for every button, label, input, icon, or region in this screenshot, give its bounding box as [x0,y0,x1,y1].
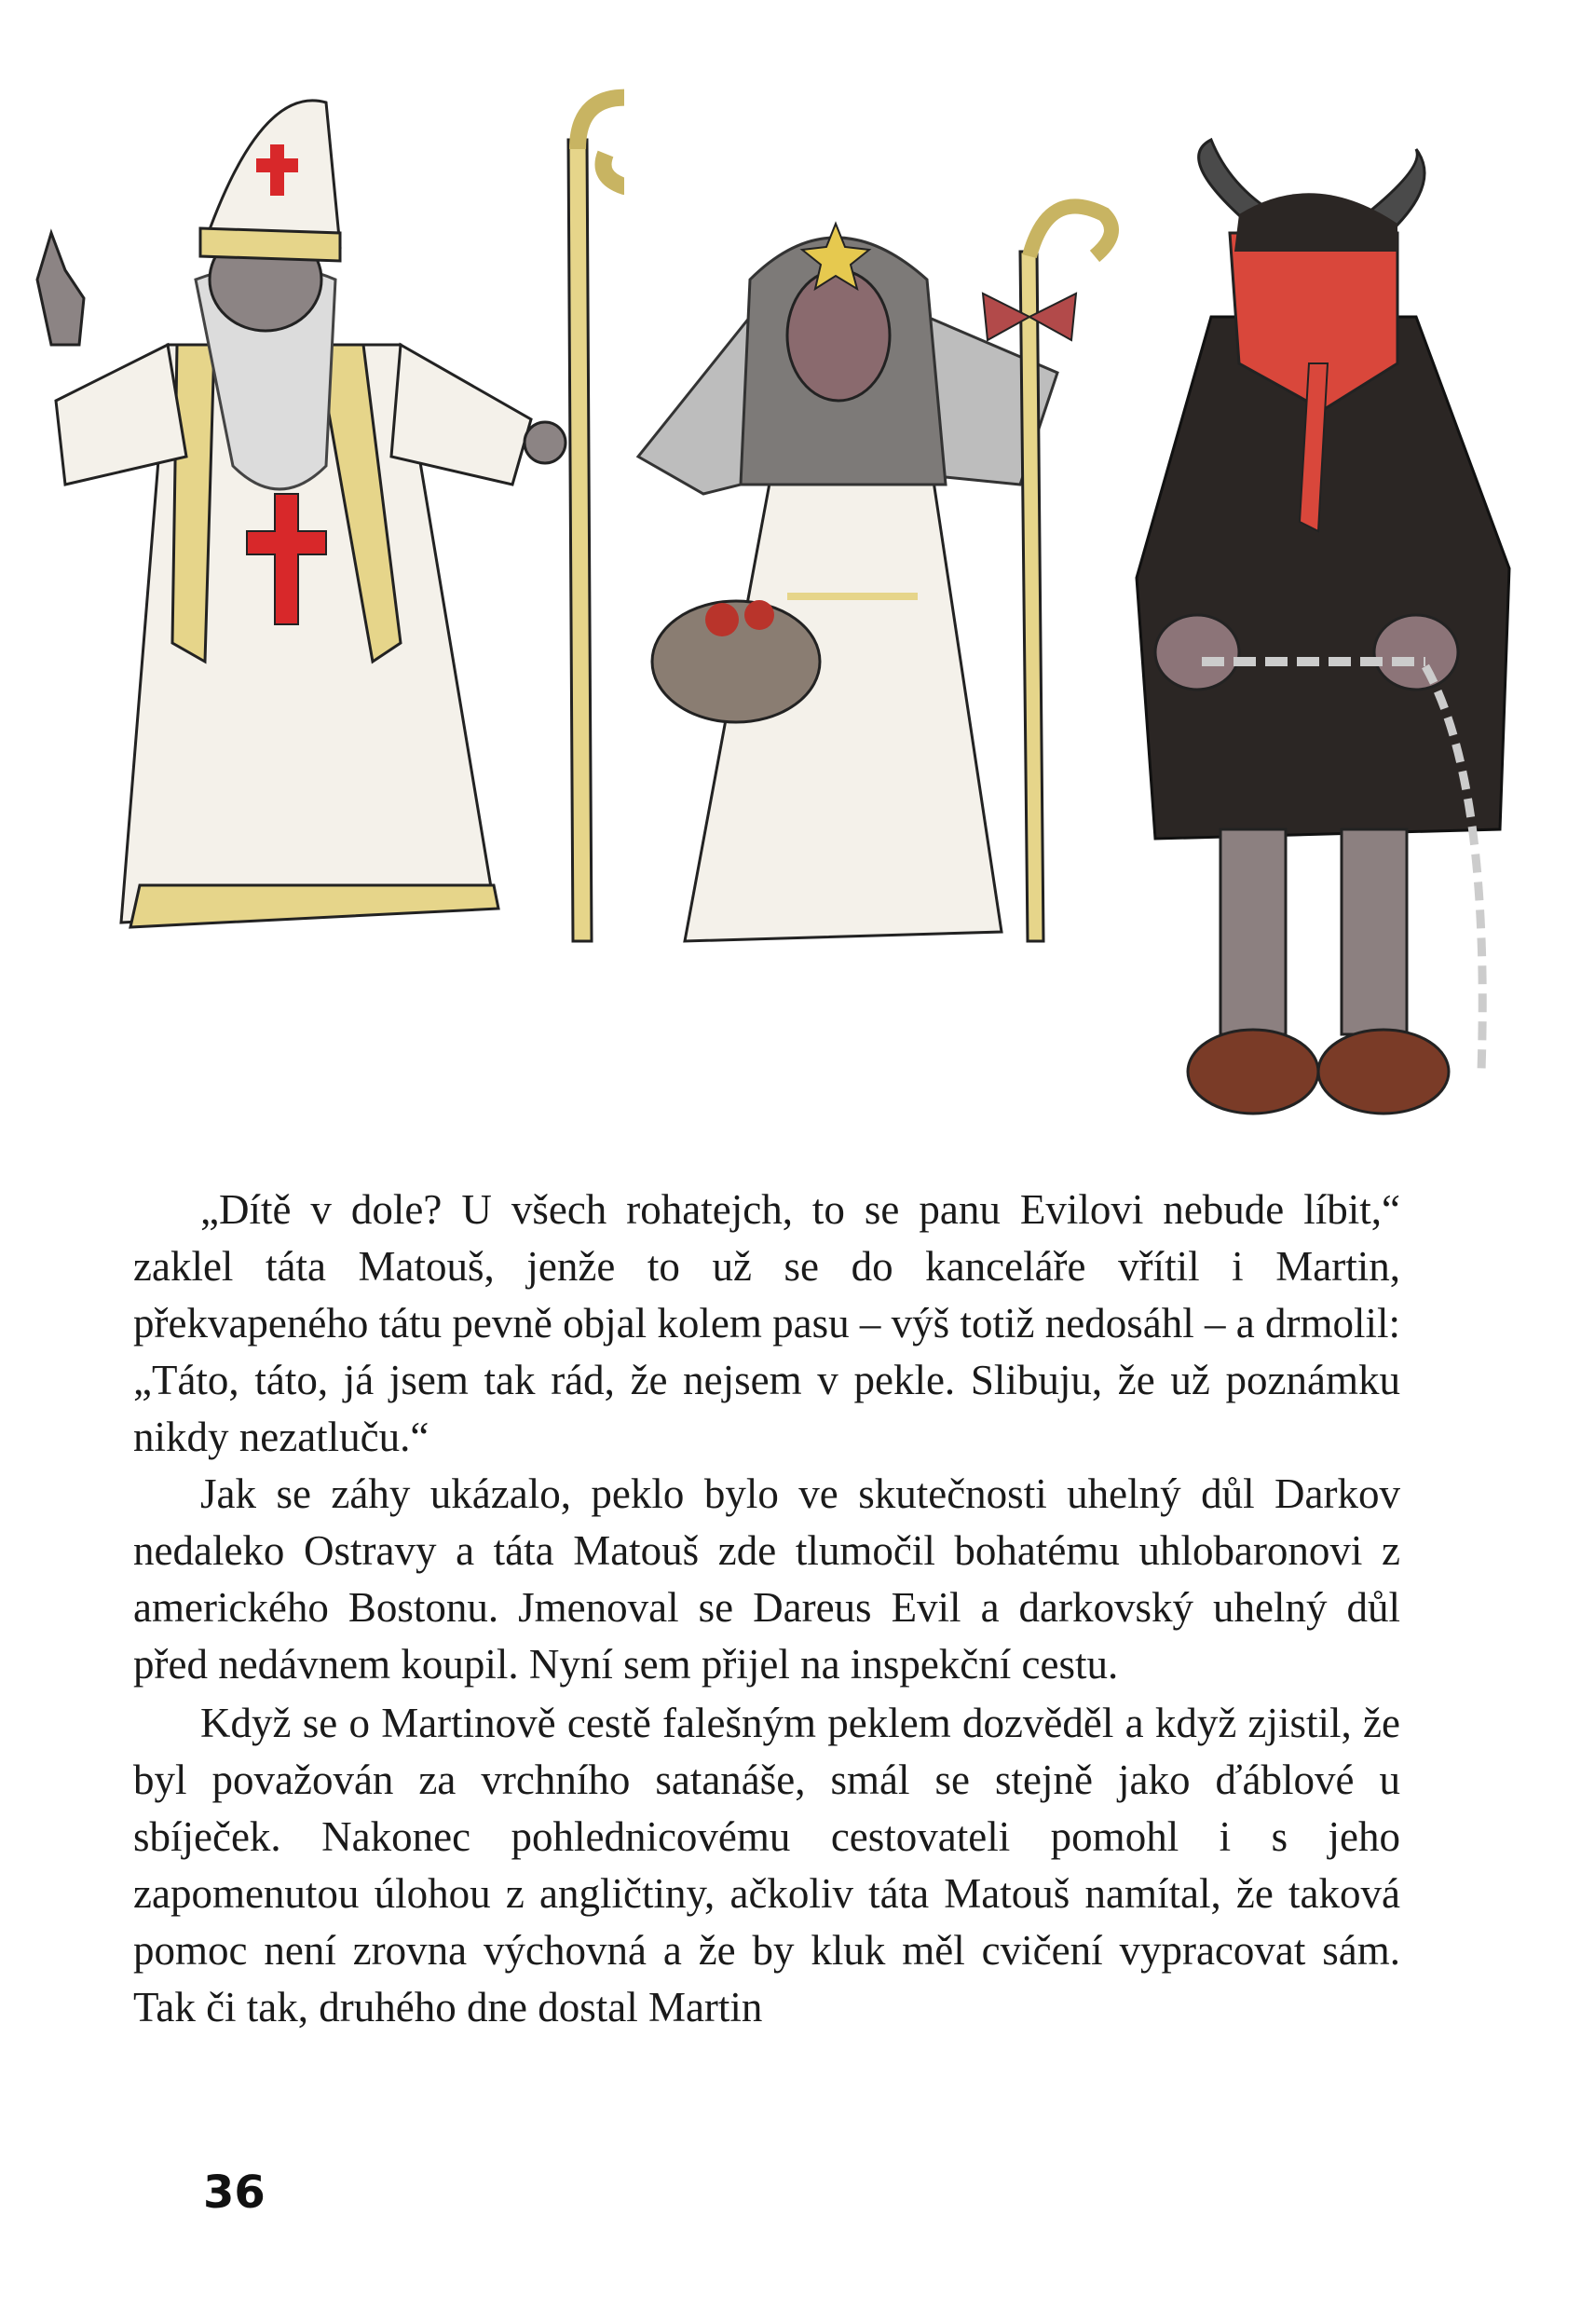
devil-figure-icon [1118,130,1519,1137]
page-number: 36 [203,2167,266,2219]
paragraph: Jak se záhy ukázalo, peklo bylo ve skutečnosti uhelný důl Darkov nedaleko Ostravy a táta Matouš zde tlumočil bohatému uhlobaronovi z amerického Bostonu. Jmenoval se Dareus Evil a darkovský uhelný důl před nedávnem koupil. Nyní sem přijel na inspekční cestu. [133,1470,1400,1688]
paragraph: Když se o Martinově cestě falešným peklem dozvěděl a když zjistil, že byl považován za vrchního satanáše, smál se stejně jako ďáblové u sbíječek. Nakonec pohlednicovému cestovateli pomohl i s jeho zapomenutou úlohou z angličtiny, ačkoliv táta Matouš namítal, že taková pomoc není zrovna výchovná a že by kluk měl cvičení vypracovat sám. Tak či tak, druhého dne dostal Martin [133,1700,1400,2030]
bishop-figure-icon [9,65,624,950]
illustration [0,56,1581,1100]
angel-figure-icon [620,177,1141,950]
paragraph: „Dítě v dole? U všech rohatejch, to se panu Evilovi nebude líbit,“ zaklel táta Matouš, jenže to už se do kanceláře vřítil i Martin, překvapeného tátu pevně objal kolem pasu – výš totiž nedosáhl – a drmolil: „Táto, táto, já jsem tak rád, že nejsem v pekle. Slibuju, že už poznámku nikdy nezatluču.“ [133,1186,1400,1460]
body-text [133,1182,1400,2036]
